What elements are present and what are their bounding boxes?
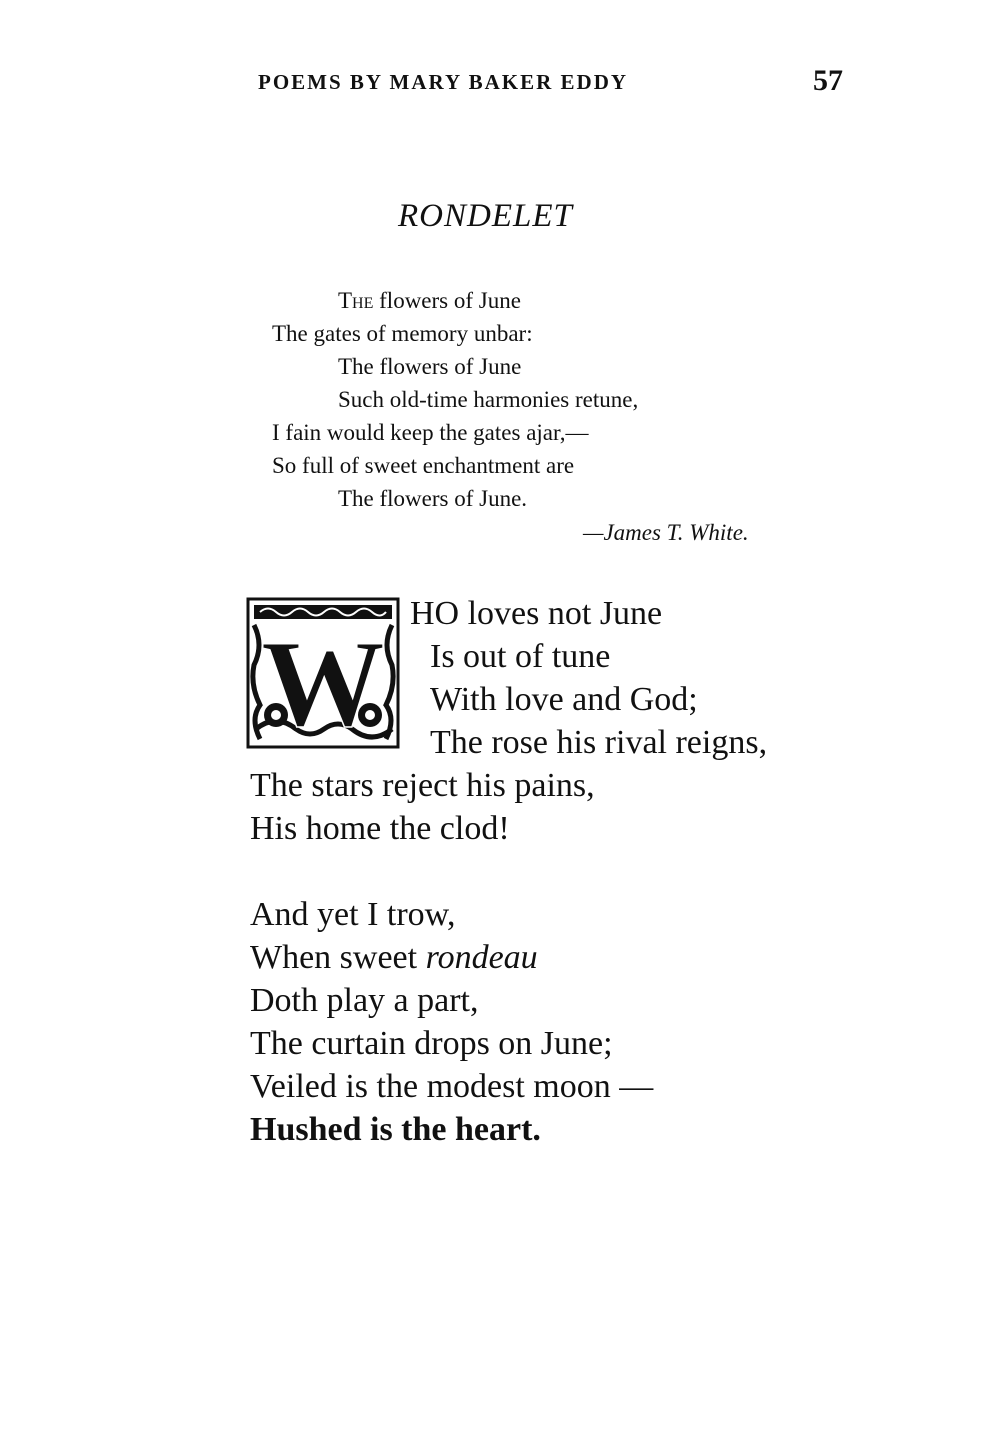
poem-line: Doth play a part, <box>250 982 479 1019</box>
poem-title: RONDELET <box>398 198 573 234</box>
poem-line: The rose his rival reigns, <box>430 724 768 761</box>
epigraph-line: I fain would keep the gates ajar,— <box>272 420 589 445</box>
epigraph-first-word: The <box>338 288 374 313</box>
drop-cap-letter: W <box>261 615 385 749</box>
epigraph-line <box>338 286 521 316</box>
drop-cap-w <box>246 597 400 749</box>
poem-line: The curtain drops on June; <box>250 1025 613 1062</box>
italic-word: rondeau <box>425 939 538 976</box>
poem-line: And yet I trow, <box>250 896 456 933</box>
epigraph-line: The gates of memory unbar: <box>272 321 533 346</box>
drop-cap-ornament <box>246 597 400 749</box>
poem-line-text: When sweet <box>250 939 426 976</box>
poem-line: Is out of tune <box>430 638 611 675</box>
epigraph-line: Such old-time harmonies retune, <box>338 387 639 412</box>
running-head: POEMS BY MARY BAKER EDDY <box>258 70 629 94</box>
poem-line <box>250 938 538 978</box>
epigraph-line: The flowers of June. <box>338 486 528 511</box>
epigraph-attribution: —James T. White. <box>583 520 749 545</box>
poem-line: Hushed is the heart. <box>250 1111 541 1148</box>
epigraph-line: The flowers of June <box>338 354 522 379</box>
page-number: 57 <box>813 64 843 97</box>
epigraph-line: So full of sweet enchantment are <box>272 453 575 478</box>
epigraph-first-rest: flowers of June <box>373 288 521 313</box>
poem-line: His home the clod! <box>250 810 510 847</box>
poem-line: HO loves not June <box>410 595 663 632</box>
poem-line: The stars reject his pains, <box>250 767 595 804</box>
poem-line: Veiled is the modest moon — <box>250 1068 654 1105</box>
poem-line: With love and God; <box>430 681 698 718</box>
